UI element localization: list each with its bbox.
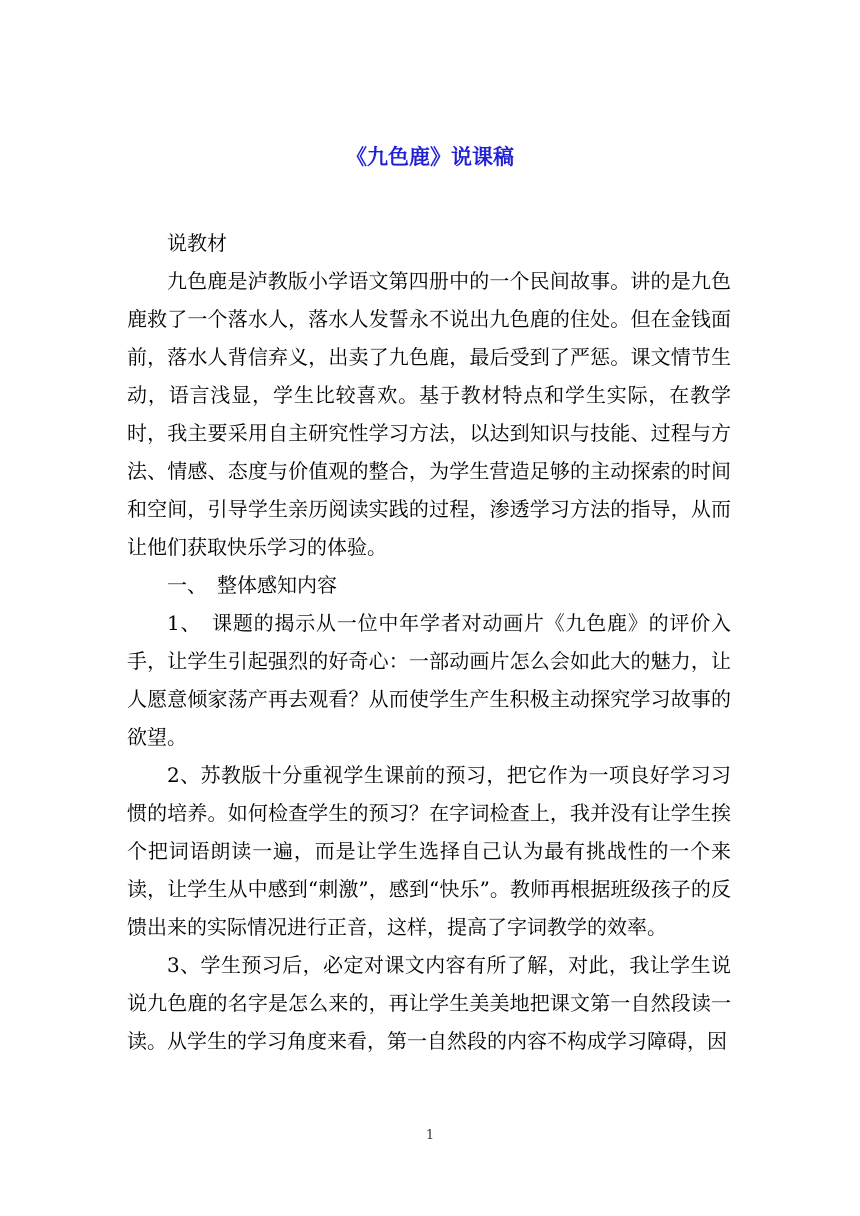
document-body bbox=[127, 224, 731, 1060]
paragraph-section-heading: 说教材 bbox=[167, 231, 227, 255]
page-number: 1 bbox=[425, 1128, 435, 1143]
paragraph-item-1: 1、 课题的揭示从一位中年学者对动画片《九色鹿》的评价入手，让学生引起强烈的好奇心：一部动画片怎么会如此大的魅力，让人愿意倾家荡产再去观看？从而使学生产生积极主动探究学习故事的欲望。 bbox=[127, 611, 731, 749]
paragraph-intro: 九色鹿是泸教版小学语文第四册中的一个民间故事。讲的是九色鹿救了一个落水人，落水人发誓永不说出九色鹿的住处。但在金钱面前，落水人背信弃义，出卖了九色鹿，最后受到了严惩。课文情节生动，语言浅显，学生比较喜欢。基于教材特点和学生实际，在教学时，我主要采用自主研究性学习方法，以达到知识与技能、过程与方法、情感、态度与价值观的整合，为学生营造足够的主动探索的时间和空间，引导学生亲历阅读实践的过程，渗透学习方法的指导，从而让他们获取快乐学习的体验。 bbox=[127, 269, 731, 559]
paragraph-item-3: 3、学生预习后，必定对课文内容有所了解，对此，我让学生说说九色鹿的名字是怎么来的，再让学生美美地把课文第一自然段读一读。从学生的学习角度来看，第一自然段的内容不构成学习障碍，因 bbox=[127, 953, 731, 1053]
document-title: 《九色鹿》说课稿 bbox=[346, 144, 514, 169]
paragraph-item-2: 2、苏教版十分重视学生课前的预习，把它作为一项良好学习习惯的培养。如何检查学生的预习？在字词检查上，我并没有让学生挨个把词语朗读一遍，而是让学生选择自己认为最有挑战性的一个来读，让学生从中感到“刺激”，感到“快乐”。教师再根据班级孩子的反馈出来的实际情况进行正音，这样，提高了字词教学的效率。 bbox=[127, 763, 731, 939]
paragraph-heading-1: 一、 整体感知内容 bbox=[167, 573, 337, 597]
